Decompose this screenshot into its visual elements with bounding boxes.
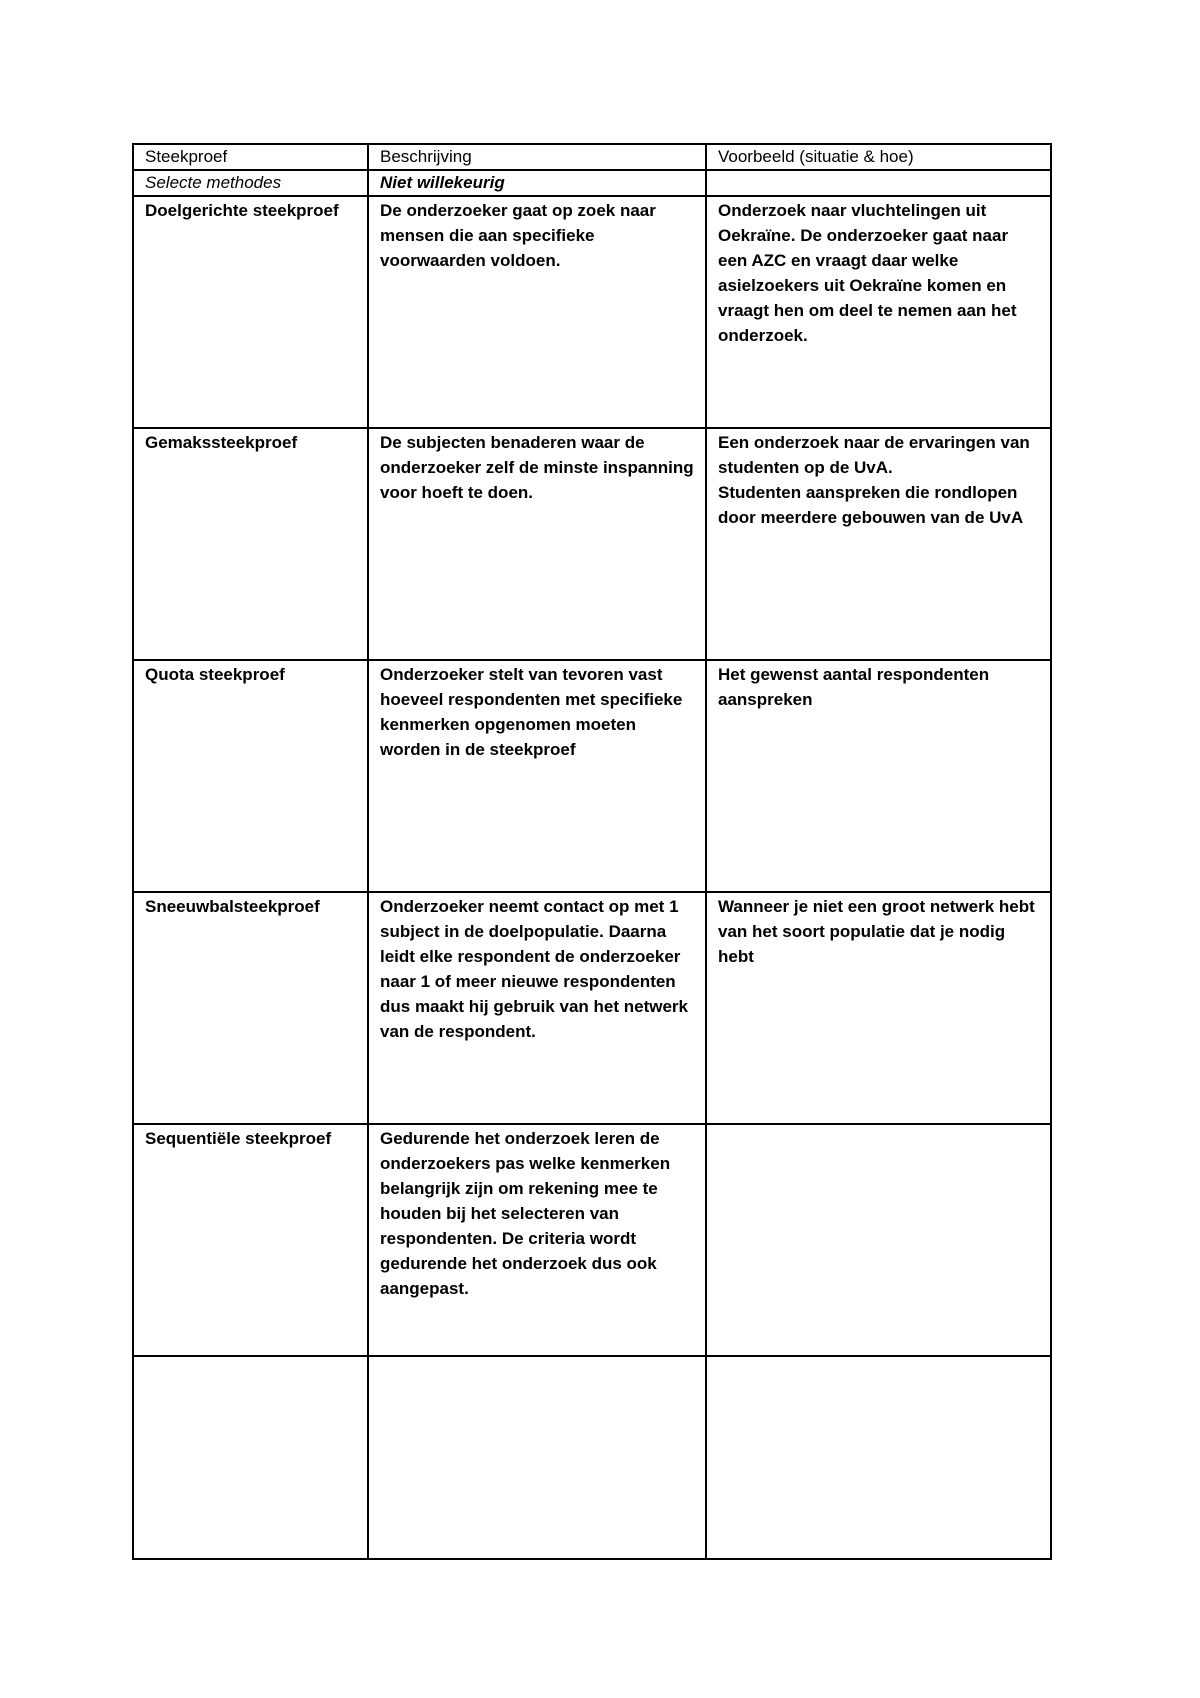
subheader-cell-willekeurig: Niet willekeurig <box>368 170 706 196</box>
subheader-cell-methodes: Selecte methodes <box>133 170 368 196</box>
header-cell-voorbeeld: Voorbeeld (situatie & hoe) <box>706 144 1051 170</box>
cell-steekproef <box>133 1356 368 1559</box>
cell-beschrijving <box>368 1356 706 1559</box>
table-row <box>133 1124 1051 1356</box>
table-row <box>133 892 1051 1124</box>
cell-voorbeeld: Het gewenst aantal respondenten aanspreken <box>706 660 1051 892</box>
cell-steekproef: Doelgerichte steekproef <box>133 196 368 428</box>
table-row <box>133 196 1051 428</box>
cell-steekproef: Sneeuwbalsteekproef <box>133 892 368 1124</box>
cell-voorbeeld: Wanneer je niet een groot netwerk hebt van het soort populatie dat je nodig hebt <box>706 892 1051 1124</box>
cell-voorbeeld: Een onderzoek naar de ervaringen van studenten op de UvA. Studenten aanspreken die rondlopen door meerdere gebouwen van de UvA <box>706 428 1051 660</box>
cell-steekproef: Sequentiële steekproef <box>133 1124 368 1356</box>
header-cell-steekproef: Steekproef <box>133 144 368 170</box>
cell-beschrijving: De onderzoeker gaat op zoek naar mensen die aan specifieke voorwaarden voldoen. <box>368 196 706 428</box>
table-row <box>133 660 1051 892</box>
cell-steekproef: Gemakssteekproef <box>133 428 368 660</box>
cell-voorbeeld <box>706 1356 1051 1559</box>
cell-beschrijving: De subjecten benaderen waar de onderzoeker zelf de minste inspanning voor hoeft te doen. <box>368 428 706 660</box>
subheader-cell-empty <box>706 170 1051 196</box>
subheader-row <box>133 170 1051 196</box>
table-row-empty <box>133 1356 1051 1559</box>
steekproef-table <box>132 143 1052 1560</box>
cell-voorbeeld: Onderzoek naar vluchtelingen uit Oekraïne. De onderzoeker gaat naar een AZC en vraagt daar welke asielzoekers uit Oekraïne komen en vraagt hen om deel te nemen aan het onderzoek. <box>706 196 1051 428</box>
cell-beschrijving: Onderzoeker stelt van tevoren vast hoeveel respondenten met specifieke kenmerken opgenomen moeten worden in de steekproef <box>368 660 706 892</box>
cell-voorbeeld <box>706 1124 1051 1356</box>
table-row <box>133 428 1051 660</box>
cell-beschrijving: Gedurende het onderzoek leren de onderzoekers pas welke kenmerken belangrijk zijn om rekening mee te houden bij het selecteren van respondenten. De criteria wordt gedurende het onderzoek dus ook aangepast. <box>368 1124 706 1356</box>
header-row <box>133 144 1051 170</box>
header-cell-beschrijving: Beschrijving <box>368 144 706 170</box>
cell-steekproef: Quota steekproef <box>133 660 368 892</box>
cell-beschrijving: Onderzoeker neemt contact op met 1 subject in de doelpopulatie. Daarna leidt elke respondent de onderzoeker naar 1 of meer nieuwe respondenten dus maakt hij gebruik van het netwerk van de respondent. <box>368 892 706 1124</box>
